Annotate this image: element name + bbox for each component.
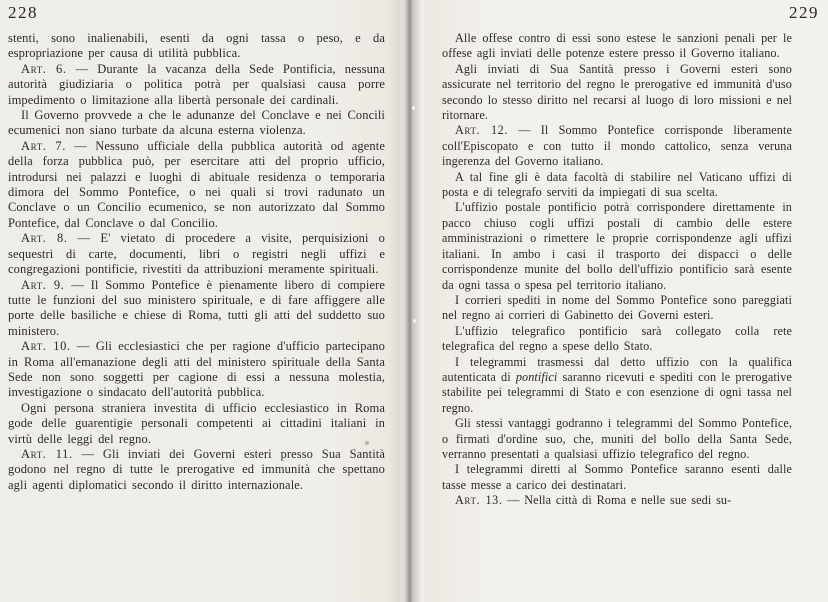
- paragraph: [8, 31, 385, 62]
- paragraph: [442, 170, 792, 201]
- page-left: [0, 0, 400, 602]
- paragraph: [442, 493, 792, 508]
- text-segment: — Gli inviati dei Governi esteri presso Sua Santità godono nel regno di tutte le prerogative ed immunità che spettano agli agenti diplomatici secondo il diritto internazionale.: [8, 446, 385, 492]
- text-segment: A tal fine gli è data facoltà di stabilire nel Vaticano uffizi di posta e di telegrafo serviti da impiegati di sua scelta.: [442, 169, 792, 200]
- article-label: Art. 12.: [455, 123, 508, 138]
- paragraph: [442, 123, 792, 169]
- article-label: Art. 10.: [21, 339, 71, 354]
- text-segment: — Nella città di Roma e nelle sue sedi su-: [502, 493, 732, 508]
- text-segment: I telegrammi diretti al Sommo Pontefice saranno esenti dalle tasse messe a carico dei destinatari.: [442, 462, 792, 492]
- text-segment: — Gli ecclesiastici che per ragione d'ufficio partecipano in Roma all'emanazione degli atti del ministero spirituale della Santa Sede non sono soggetti per cagione di essi a nessuna molestia, investigazione o sindacato dell'autorità pubblica.: [8, 339, 385, 400]
- text-segment: Gli stessi vantaggi godranno i telegrammi del Sommo Pontefice, o firmati d'ordine suo, che, muniti del bollo della Santa Sede, verranno presentati a qualsiasi uffizio telegrafico del regno.: [442, 416, 792, 461]
- page-body-right: [442, 31, 792, 595]
- text-segment: I corrieri spediti in nome del Sommo Pontefice sono pareggiati nel regno ai corrieri di Gabinetto dei Governi esteri.: [442, 292, 792, 323]
- text-segment: L'uffizio telegrafico pontificio sarà collegato colla rete telegrafica del regno a spese dello Stato.: [442, 323, 792, 354]
- paragraph: [8, 62, 385, 108]
- article-label: Art. 8.: [21, 231, 68, 246]
- page-number-left: 228: [8, 3, 38, 22]
- text-segment: saranno ricevuti e spediti con le prerogative stabilite pei telegrammi di Stato e con esenzione di ogni tassa nel regno.: [442, 369, 793, 415]
- paragraph: [442, 324, 792, 355]
- paragraph: [442, 200, 792, 292]
- paragraph: [442, 293, 792, 324]
- page-right: [424, 0, 828, 602]
- scan-speck: [412, 106, 415, 110]
- paragraph: [8, 139, 385, 231]
- paragraph: [8, 108, 385, 139]
- text-segment: I telegrammi trasmessi dal detto uffizio con la qualifica autenticata di: [442, 354, 792, 384]
- article-label: Art. 11.: [21, 446, 73, 461]
- text-segment: pontifici: [515, 369, 558, 384]
- article-label: Art. 7.: [21, 138, 66, 153]
- text-segment: Alle offese contro di essi sono estese le sanzioni penali per le offese agli inviati delle potenze estere presso il Governo italiano.: [442, 31, 792, 61]
- text-segment: Agli inviati di Sua Santità presso i Governi esteri sono assicurate nel territorio del regno le prerogative ed immunità d'uso secondo lo stesso diritto nel recarsi al luogo di loro missioni e nel ritornare.: [442, 61, 792, 123]
- text-segment: — Il Sommo Pontefice corrisponde liberamente coll'Episcopato e con tutto il mondo cattolico, senza veruna ingerenza del Governo italiano.: [442, 123, 792, 169]
- page-number-right: 229: [789, 3, 819, 22]
- article-label: Art. 13.: [455, 493, 503, 508]
- text-segment: L'uffizio postale pontificio potrà corrispondere direttamente in pacco chiuso cogli uffizi postali di cambio delle estere amministrazioni o rimettere le proprie corrispondenze agli uffizi italiani. In ambo i casi il trasporto dei dispacci o delle corrispondenze munite del bollo dell'uffizio pontificio sarà esente da ogni tassa o spesa pel territorio italiano.: [442, 200, 792, 292]
- text-segment: Ogni persona straniera investita di ufficio ecclesiastico in Roma gode delle guarentigie personali competenti ai cittadini italiani in virtù delle leggi del regno.: [8, 400, 385, 446]
- paragraph: [442, 355, 792, 417]
- paragraph: [8, 278, 385, 340]
- paragraph: [442, 62, 792, 124]
- paragraph: [8, 447, 385, 493]
- page-body-left: [8, 31, 385, 595]
- paragraph: [8, 401, 385, 447]
- paragraph: [8, 231, 385, 277]
- text-segment: stenti, sono inalienabili, esenti da ogni tassa o peso, e da espropriazione per causa di utilità pubblica.: [8, 31, 385, 61]
- paragraph: [442, 416, 792, 462]
- text-segment: — E' vietato di procedere a visite, perquisizioni o sequestri di carte, documenti, libri o registri negli uffizi e congregazioni pontificie, rivestiti da attribuzioni meramente spirituali.: [8, 231, 385, 277]
- article-label: Art. 9.: [21, 277, 65, 292]
- scan-speck: [413, 319, 416, 323]
- text-segment: — Durante la vacanza della Sede Pontificia, nessuna autorità giudiziaria o politica potrà per qualsiasi causa porre impedimento o limitazione alla libertà personale dei cardinali.: [8, 61, 385, 107]
- paragraph: [442, 462, 792, 493]
- article-label: Art. 6.: [21, 61, 67, 76]
- scan-speck: [365, 441, 369, 445]
- text-segment: — Il Sommo Pontefice è pienamente libero di compiere tutte le funzioni del suo ministero spirituale, e di fare affiggere alle porte delle basiliche e chiese di Roma, tutti gli atti del suddetto suo ministero.: [8, 277, 385, 338]
- paragraph: [442, 31, 792, 62]
- paragraph: [8, 339, 385, 401]
- text-segment: Il Governo provvede a che le adunanze del Conclave e nei Concili ecumenici non siano turbate da alcuna esterna violenza.: [8, 108, 385, 138]
- text-segment: — Nessuno ufficiale della pubblica autorità od agente della forza pubblica può, per esercitare atti del proprio ufficio, introdursi nei palazzi e luoghi di abituale residenza o temporaria dimora del Sommo Pontefice, o nei quali si trovi radunato un Conclave o un Concilio ecumenico, se non autorizzato dal Sommo Pontefice, dal Conclave o dal Concilio.: [8, 138, 386, 230]
